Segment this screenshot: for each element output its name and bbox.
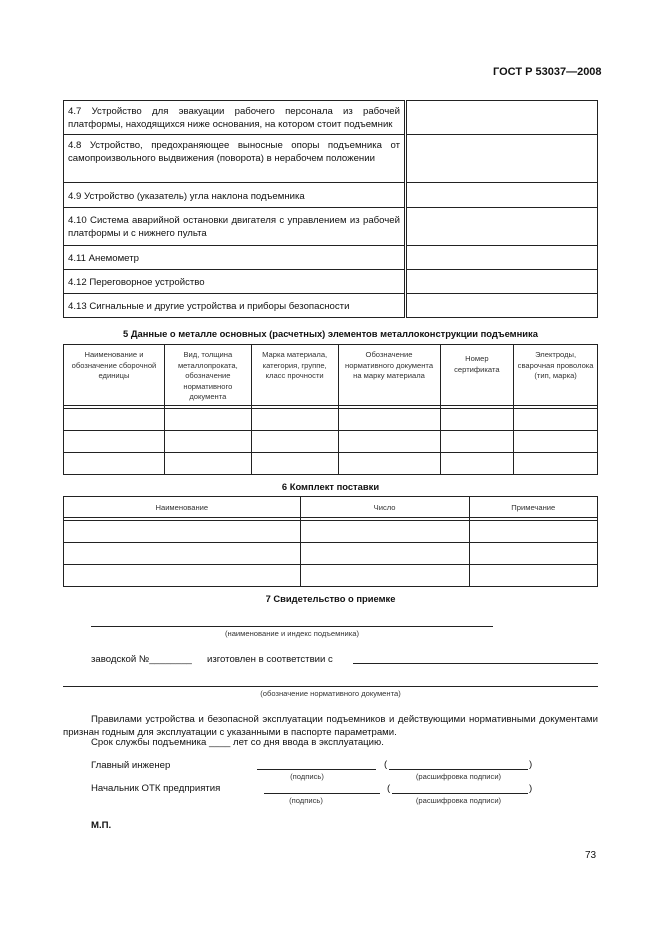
- device-value-cell: [406, 270, 598, 294]
- table-row: [64, 294, 598, 318]
- signature-line: [257, 769, 376, 770]
- normative-doc-caption: (обозначение нормативного документа): [260, 689, 401, 698]
- product-name-caption: (наименование и индекс подъемника): [224, 629, 360, 638]
- table-row: [64, 135, 598, 183]
- column-header: Электроды, сварочная проволока (тип, марка): [514, 345, 598, 406]
- column-header: Примечание: [469, 497, 597, 518]
- table-row: [64, 183, 598, 208]
- table-row: [64, 409, 598, 431]
- safety-devices-table: [63, 100, 598, 318]
- stamp-label: М.П.: [91, 820, 112, 831]
- device-value-cell: [406, 101, 598, 135]
- close-paren: ): [529, 759, 533, 770]
- column-header: Наименование и обозначение сборочной единицы: [64, 345, 165, 406]
- decode-line: [392, 793, 528, 794]
- page-number: 73: [585, 850, 597, 861]
- decode-caption: (расшифровка подписи): [415, 796, 502, 805]
- open-paren: (: [384, 759, 388, 770]
- device-cell: 4.12 Переговорное устройство: [64, 270, 406, 294]
- normative-doc-line: [63, 686, 598, 687]
- device-cell: 4.8 Устройство, предохраняющее выносные опоры подъемника от самопроизвольного выдвижения (поворота) в нерабочем положении: [64, 135, 406, 183]
- signature-line: [264, 793, 380, 794]
- metal-data-table: [63, 344, 598, 475]
- table-row: [64, 520, 598, 542]
- device-value-cell: [406, 294, 598, 318]
- product-name-line: [91, 626, 493, 627]
- table-row: [64, 246, 598, 270]
- device-value-cell: [406, 208, 598, 246]
- table-row: [64, 101, 598, 135]
- delivery-set-table: [63, 496, 598, 587]
- table-row: [64, 542, 598, 564]
- column-header: Обозначение нормативного документа на марку материала: [338, 345, 440, 406]
- standard-number: ГОСТ Р 53037—2008: [493, 66, 602, 78]
- table-row: [64, 431, 598, 453]
- section-6-title: 6 Комплект поставки: [281, 481, 380, 492]
- device-cell: 4.9 Устройство (указатель) угла наклона подъемника: [64, 183, 406, 208]
- table-row: [64, 270, 598, 294]
- acceptance-paragraph: Правилами устройства и безопасной эксплуатации подъемников и действующими нормативными документами признан годным для эксплуатации с указанными в паспорте параметрами.: [63, 714, 598, 738]
- device-cell: 4.11 Анемометр: [64, 246, 406, 270]
- table-row: [64, 453, 598, 475]
- table-row: [64, 564, 598, 586]
- table-header-row: [64, 497, 598, 518]
- device-cell: 4.10 Система аварийной остановки двигателя с управлением из рабочей платформы и с нижнего пульта: [64, 208, 406, 246]
- signature-caption: (подпись): [289, 796, 323, 805]
- decode-caption: (расшифровка подписи): [415, 772, 502, 781]
- table-row: [64, 208, 598, 246]
- column-header: Номер сертификата: [440, 345, 514, 406]
- chief-engineer-label: Главный инженер: [91, 760, 171, 771]
- table-header-row: [64, 345, 598, 406]
- decode-line: [389, 769, 528, 770]
- device-value-cell: [406, 246, 598, 270]
- section-7-title: 7 Свидетельство о приемке: [265, 593, 396, 604]
- device-cell: 4.7 Устройство для эвакуации рабочего персонала из рабочей платформы, находящихся ниже основания, на котором стоит подъемник: [64, 101, 406, 135]
- open-paren: (: [387, 783, 391, 794]
- column-header: Наименование: [64, 497, 301, 518]
- close-paren: ): [529, 783, 533, 794]
- device-value-cell: [406, 183, 598, 208]
- made-per-label: изготовлен в соответствии с: [207, 654, 333, 665]
- device-cell: 4.13 Сигнальные и другие устройства и приборы безопасности: [64, 294, 406, 318]
- signature-caption: (подпись): [290, 772, 324, 781]
- column-header: Марка материала, категория, группе, класс прочности: [251, 345, 338, 406]
- device-value-cell: [406, 135, 598, 183]
- column-header: Вид, толщина металлопроката, обозначение нормативного документа: [164, 345, 251, 406]
- qc-head-label: Начальник ОТК предприятия: [91, 783, 221, 794]
- column-header: Число: [300, 497, 469, 518]
- section-5-title: 5 Данные о металле основных (расчетных) элементов металлоконструкции подъемника: [123, 328, 538, 339]
- service-life-text: Срок службы подъемника ____ лет со дня ввода в эксплуатацию.: [91, 737, 384, 748]
- factory-number-label: заводской №________: [91, 654, 192, 665]
- made-per-line: [353, 663, 598, 664]
